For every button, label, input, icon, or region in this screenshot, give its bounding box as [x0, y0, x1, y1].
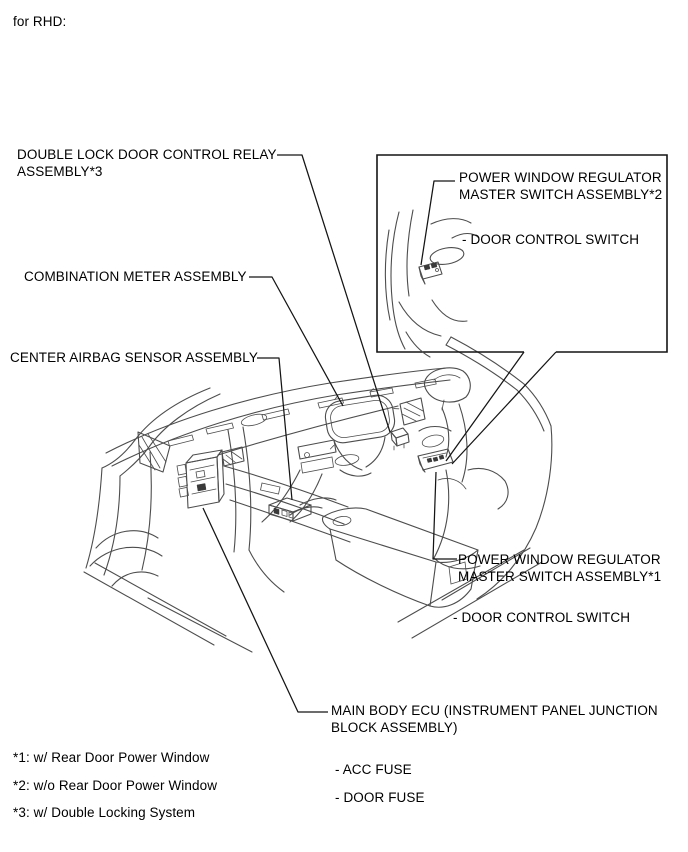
label-power-window-switch-2-line1: POWER WINDOW REGULATOR: [459, 170, 662, 185]
label-main-body-ecu-line2: BLOCK ASSEMBLY): [331, 720, 458, 735]
footnote-2: *2: w/o Rear Door Power Window: [13, 778, 218, 793]
inset-door-control-switch: [419, 262, 442, 284]
label-main-body-ecu-line1: MAIN BODY ECU (INSTRUMENT PANEL JUNCTION: [331, 703, 658, 718]
label-power-window-switch-2-line2: MASTER SWITCH ASSEMBLY*2: [459, 187, 663, 202]
leader-lines: [203, 155, 457, 712]
leader-center-airbag-sensor: [257, 358, 292, 500]
combination-meter: [322, 385, 403, 449]
label-power-window-switch-2: [459, 169, 662, 203]
leader-inset-switch: [421, 181, 455, 265]
double-lock-relay: [391, 398, 425, 450]
leader-combination-meter: [249, 277, 343, 406]
left-pillar-and-door-aperture: [84, 388, 284, 652]
label-power-window-switch-1-line2: MASTER SWITCH ASSEMBLY*1: [458, 569, 662, 584]
car-interior-drawing: [84, 337, 552, 652]
label-power-window-switch-1: [458, 551, 661, 585]
label-acc-fuse: - ACC FUSE: [335, 762, 412, 777]
label-double-lock-relay-line2: ASSEMBLY*3: [17, 164, 103, 179]
label-combination-meter: COMBINATION METER ASSEMBLY: [24, 269, 247, 284]
footnote-1: *1: w/ Rear Door Power Window: [13, 750, 210, 765]
leader-power-window-switch-1: [433, 472, 457, 559]
label-double-lock-relay: [17, 146, 277, 180]
label-power-window-switch-1-line1: POWER WINDOW REGULATOR: [458, 552, 661, 567]
label-door-fuse: - DOOR FUSE: [335, 790, 425, 805]
leader-double-lock-relay: [277, 155, 390, 432]
dash-lower-band: [224, 466, 350, 542]
label-double-lock-relay-line1: DOUBLE LOCK DOOR CONTROL RELAY: [17, 147, 277, 162]
label-door-control-switch-1: - DOOR CONTROL SWITCH: [453, 610, 631, 625]
variant-heading: for RHD:: [13, 14, 67, 29]
leader-main-body-ecu: [203, 508, 328, 712]
footnote-3: *3: w/ Double Locking System: [13, 805, 196, 820]
label-door-control-switch-2: - DOOR CONTROL SWITCH: [462, 232, 640, 247]
label-center-airbag-sensor: CENTER AIRBAG SENSOR ASSEMBLY: [10, 350, 258, 365]
label-main-body-ecu: [331, 702, 658, 736]
